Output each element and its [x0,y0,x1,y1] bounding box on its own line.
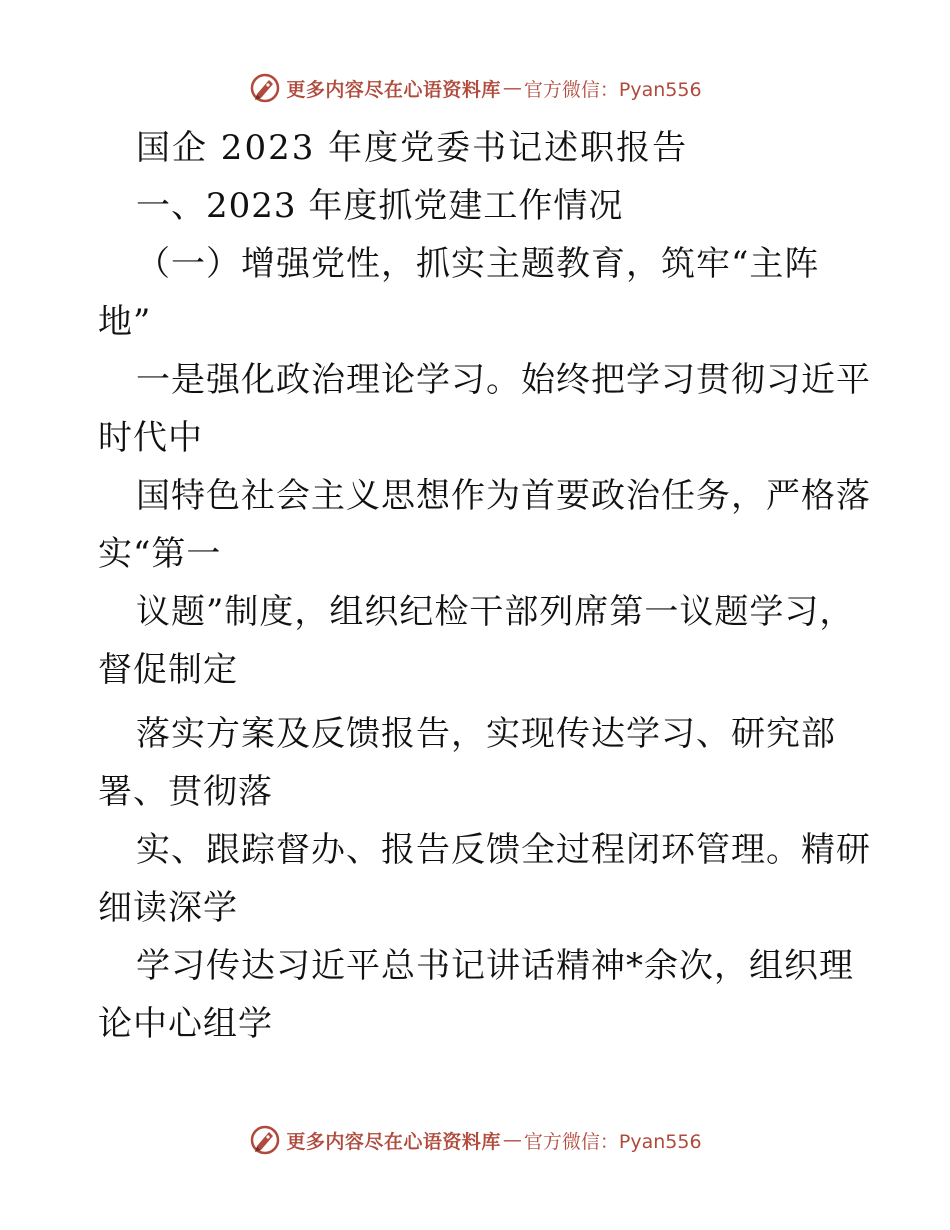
section-heading: 一、2023 年度抓党建工作情况 [136,186,624,226]
pen-nib-logo-icon [248,1123,282,1157]
paragraph-line: 落实方案及反馈报告，实现传达学习、研究部 [136,714,836,754]
paragraph-line: 国特色社会主义思想作为首要政治任务，严格落 [136,476,871,516]
banner-wechat: 官方微信：Pyan556 [523,1130,702,1153]
subsection-heading-line: 地” [98,302,152,342]
header-banner [0,68,950,108]
banner-wechat: 官方微信：Pyan556 [523,78,702,101]
paragraph-line: 实、跟踪督办、报告反馈全过程闭环管理。精研 [136,830,871,870]
paragraph-line: 一是强化政治理论学习。始终把学习贯彻习近平 [136,360,871,400]
subsection-heading-line: （一）增强党性，抓实主题教育，筑牢“主阵 [136,244,820,284]
footer-banner [0,1120,950,1160]
banner-separator: — [502,77,522,99]
document-title: 国企 2023 年度党委书记述职报告 [136,128,689,168]
pen-nib-logo-icon [248,71,282,105]
paragraph-line: 署、贯彻落 [98,772,273,812]
paragraph-line: 议题”制度，组织纪检干部列席第一议题学习， [136,592,855,632]
paragraph-line: 时代中 [98,418,203,458]
paragraph-line: 学习传达习近平总书记讲话精神*余次，组织理 [136,946,854,986]
paragraph-line: 细读深学 [98,888,238,928]
banner-text: 更多内容尽在心语资料库 [286,78,501,101]
paragraph-line: 实“第一 [98,534,222,574]
banner-separator: — [502,1129,522,1151]
paragraph-line: 论中心组学 [98,1004,273,1044]
banner-text: 更多内容尽在心语资料库 [286,1130,501,1153]
paragraph-line: 督促制定 [98,650,238,690]
